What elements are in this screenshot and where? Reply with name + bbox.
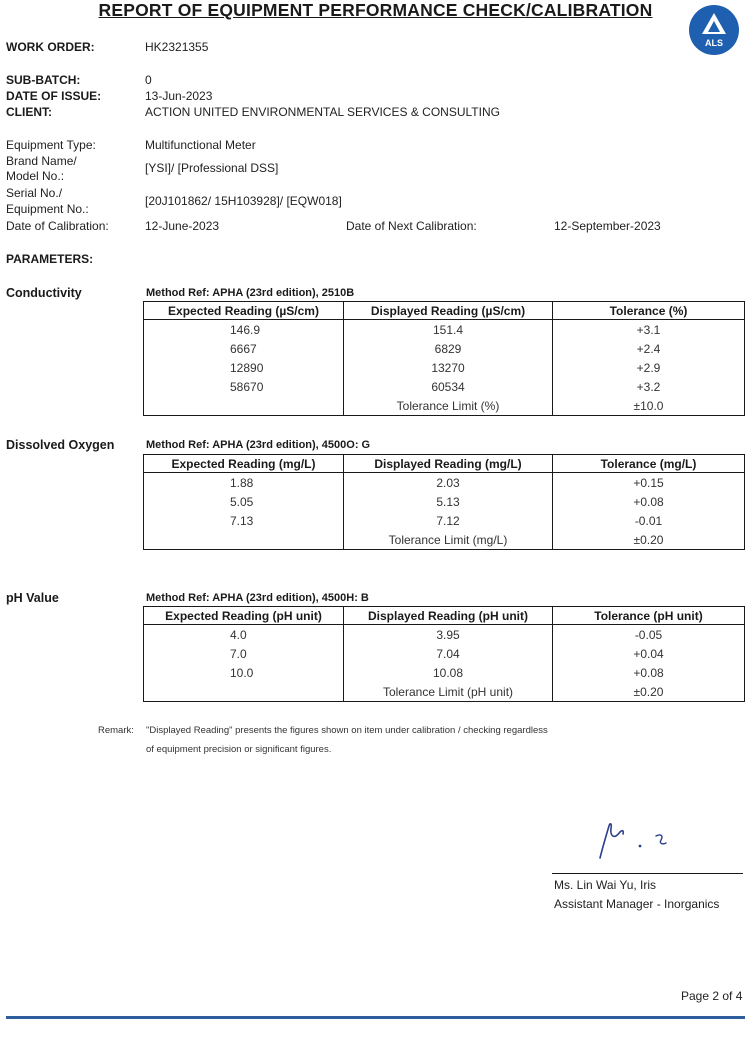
dissolved-oxygen-table [143, 454, 745, 550]
page-number: Page 2 of 4 [681, 989, 743, 1003]
table-header-row [144, 455, 745, 473]
remark-text-line2: of equipment precision or significant figures. [146, 744, 332, 755]
equipment-type-value: Multifunctional Meter [145, 138, 256, 152]
date-calibration-value: 12-June-2023 [145, 219, 220, 233]
column-header: Tolerance (pH unit) [553, 607, 745, 625]
displayed-cell: 7.04 [344, 644, 553, 663]
tolerance-limit-row [144, 682, 745, 702]
displayed-cell: 151.4 [344, 320, 553, 340]
expected-cell: 1.88 [144, 473, 344, 493]
tolerance-cell: +3.1 [553, 320, 745, 340]
tolerance-limit-row [144, 530, 745, 550]
table-row [144, 492, 745, 511]
date-calibration-label: Date of Calibration: [6, 219, 109, 233]
remark-label: Remark: [98, 725, 134, 736]
conductivity-table [143, 301, 745, 416]
brand-label-2: Model No.: [6, 169, 65, 183]
tolerance-cell: +3.2 [553, 377, 745, 396]
table-row [144, 625, 745, 645]
client-label: CLIENT: [6, 105, 52, 119]
tolerance-cell: +2.9 [553, 358, 745, 377]
displayed-cell: 7.12 [344, 511, 553, 530]
expected-cell: 4.0 [144, 625, 344, 645]
expected-cell: 5.05 [144, 492, 344, 511]
tolerance-cell: +2.4 [553, 339, 745, 358]
tolerance-cell: -0.01 [553, 511, 745, 530]
next-calibration-label: Date of Next Calibration: [346, 219, 477, 233]
remark-text-line1: "Displayed Reading" presents the figures shown on item under calibration / checking regardless [146, 725, 548, 736]
expected-cell: 7.13 [144, 511, 344, 530]
date-issue-label: DATE OF ISSUE: [6, 89, 102, 103]
column-header: Expected Reading (µS/cm) [144, 302, 344, 320]
table-row [144, 511, 745, 530]
tolerance-limit-label: Tolerance Limit (pH unit) [344, 682, 553, 702]
displayed-cell: 13270 [344, 358, 553, 377]
ph-heading: pH Value [6, 591, 59, 605]
equipment-type-label: Equipment Type: [6, 138, 96, 152]
displayed-cell: 10.08 [344, 663, 553, 682]
signature-image [592, 818, 682, 864]
table-row [144, 377, 745, 396]
serial-value: [20J101862/ 15H103928]/ [EQW018] [145, 194, 342, 208]
column-header: Displayed Reading (mg/L) [344, 455, 553, 473]
expected-cell: 58670 [144, 377, 344, 396]
serial-label-1: Serial No./ [6, 186, 63, 200]
conductivity-method: Method Ref: APHA (23rd edition), 2510B [146, 287, 355, 299]
brand-label-1: Brand Name/ [6, 154, 77, 168]
displayed-cell: 3.95 [344, 625, 553, 645]
displayed-cell: 2.03 [344, 473, 553, 493]
table-header-row [144, 302, 745, 320]
column-header: Tolerance (mg/L) [553, 455, 745, 473]
report-title: REPORT OF EQUIPMENT PERFORMANCE CHECK/CALIBRATION [98, 0, 653, 20]
expected-cell [144, 682, 344, 702]
tolerance-cell: +0.08 [553, 663, 745, 682]
work-order-value: HK2321355 [145, 40, 209, 54]
column-header: Expected Reading (pH unit) [144, 607, 344, 625]
displayed-cell: 6829 [344, 339, 553, 358]
logo-text: ALS [705, 38, 723, 48]
column-header: Displayed Reading (pH unit) [344, 607, 553, 625]
tolerance-limit-row [144, 396, 745, 416]
ph-table [143, 606, 745, 702]
displayed-cell: 60534 [344, 377, 553, 396]
expected-cell: 146.9 [144, 320, 344, 340]
als-logo [687, 4, 741, 56]
ph-method: Method Ref: APHA (23rd edition), 4500H: B [146, 592, 369, 604]
expected-cell [144, 530, 344, 550]
tolerance-cell: -0.05 [553, 625, 745, 645]
table-row [144, 339, 745, 358]
tolerance-limit-value: ±0.20 [553, 530, 745, 550]
conductivity-heading: Conductivity [6, 286, 82, 300]
expected-cell: 10.0 [144, 663, 344, 682]
tolerance-cell: +0.15 [553, 473, 745, 493]
dissolved-oxygen-method: Method Ref: APHA (23rd edition), 4500O: G [146, 439, 371, 451]
table-row [144, 473, 745, 493]
signatory-position: Assistant Manager - Inorganics [554, 897, 720, 911]
brand-value: [YSI]/ [Professional DSS] [145, 161, 279, 175]
table-row [144, 663, 745, 682]
footer-divider [6, 1016, 745, 1019]
work-order-label: WORK ORDER: [6, 40, 95, 54]
next-calibration-value: 12-September-2023 [554, 219, 661, 233]
tolerance-limit-label: Tolerance Limit (%) [344, 396, 553, 416]
tolerance-limit-label: Tolerance Limit (mg/L) [344, 530, 553, 550]
signature-line [552, 873, 743, 874]
table-row [144, 644, 745, 663]
serial-label-2: Equipment No.: [6, 202, 89, 216]
expected-cell: 12890 [144, 358, 344, 377]
tolerance-limit-value: ±0.20 [553, 682, 745, 702]
client-value: ACTION UNITED ENVIRONMENTAL SERVICES & CONSULTING [145, 105, 500, 119]
column-header: Expected Reading (mg/L) [144, 455, 344, 473]
column-header: Tolerance (%) [553, 302, 745, 320]
table-row [144, 320, 745, 340]
column-header: Displayed Reading (µS/cm) [344, 302, 553, 320]
sub-batch-label: SUB-BATCH: [6, 73, 81, 87]
signatory-name: Ms. Lin Wai Yu, Iris [554, 878, 657, 892]
parameters-heading: PARAMETERS: [6, 252, 94, 266]
tolerance-cell: +0.08 [553, 492, 745, 511]
date-issue-value: 13-Jun-2023 [145, 89, 213, 103]
expected-cell: 6667 [144, 339, 344, 358]
expected-cell: 7.0 [144, 644, 344, 663]
expected-cell [144, 396, 344, 416]
tolerance-cell: +0.04 [553, 644, 745, 663]
sub-batch-value: 0 [145, 73, 152, 87]
dissolved-oxygen-heading: Dissolved Oxygen [6, 438, 115, 452]
table-header-row [144, 607, 745, 625]
displayed-cell: 5.13 [344, 492, 553, 511]
table-row [144, 358, 745, 377]
tolerance-limit-value: ±10.0 [553, 396, 745, 416]
